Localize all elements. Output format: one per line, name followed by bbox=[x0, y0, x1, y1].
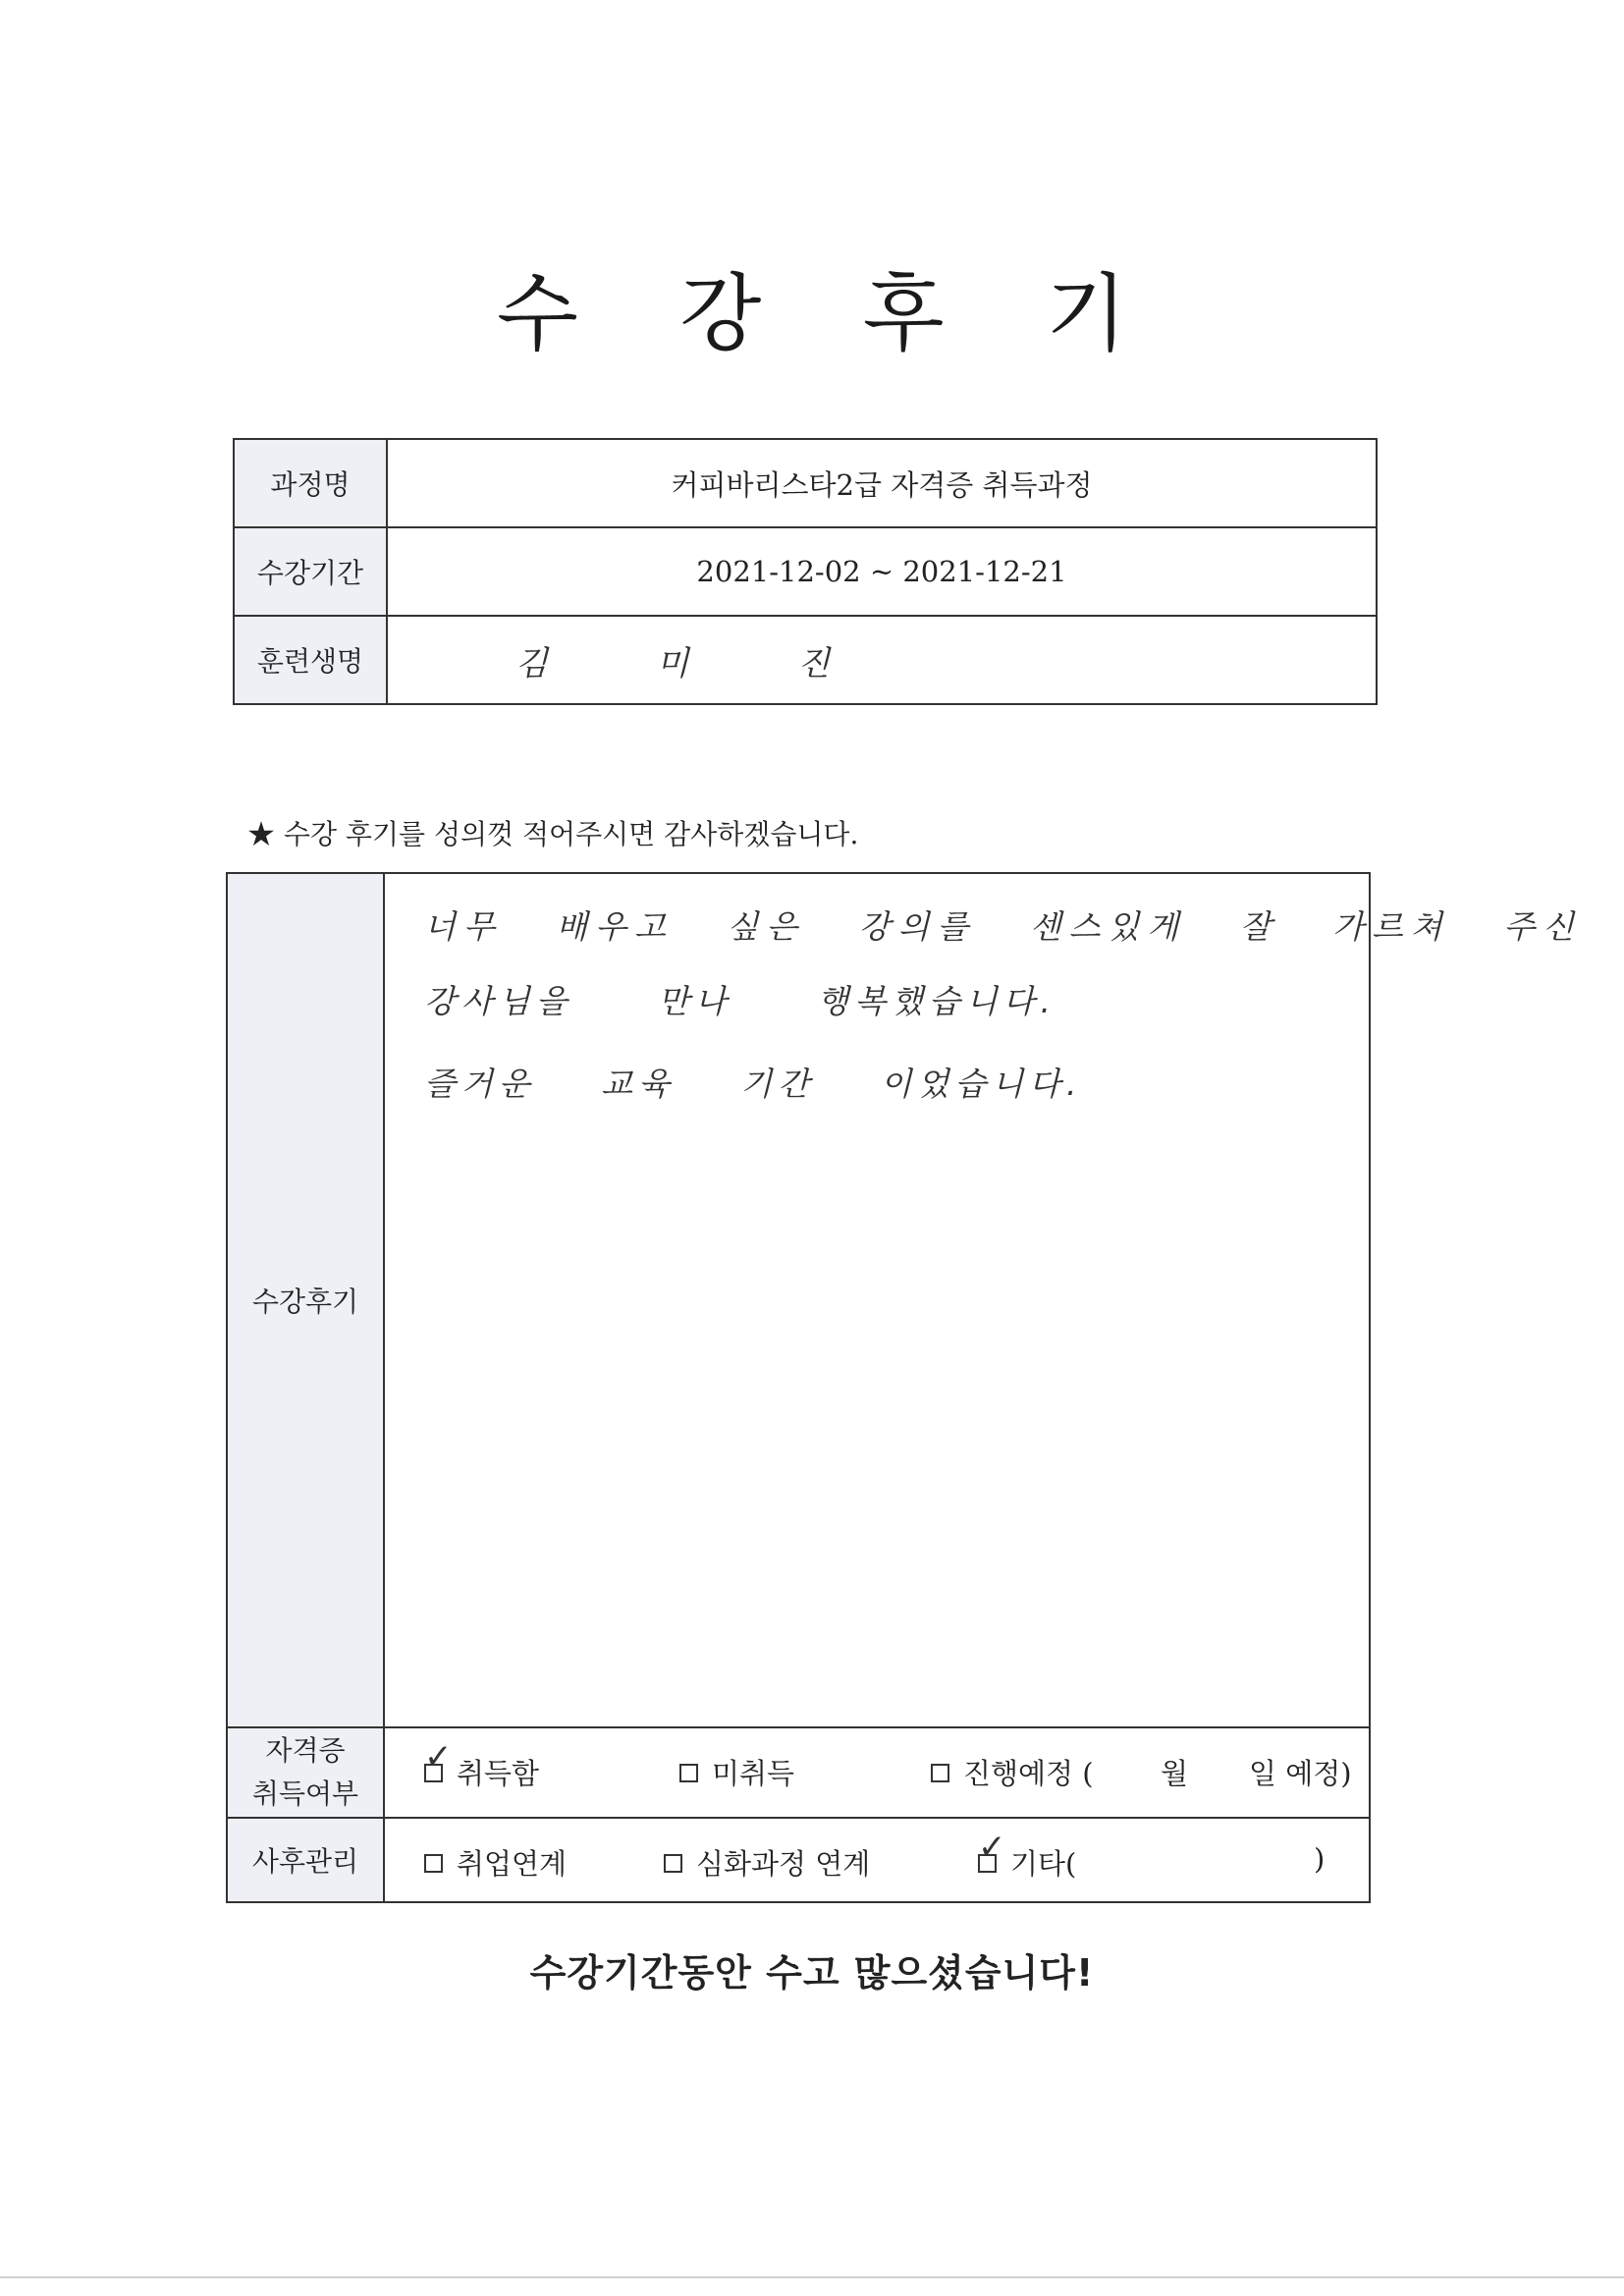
closing-message: 수강기간동안 수고 많으셨습니다! bbox=[529, 1951, 1095, 1995]
followup-options bbox=[384, 1818, 1370, 1902]
course-name-value: 커피바리스타2급 자격증 취득과정 bbox=[387, 439, 1377, 527]
day-planned-label: 일 예정) bbox=[1249, 1757, 1352, 1790]
followup-label: 사후관리 bbox=[227, 1818, 384, 1902]
check-mark-icon: ✓ bbox=[978, 1828, 1006, 1867]
review-label: 수강후기 bbox=[227, 873, 384, 1727]
option-in-progress[interactable]: 진행예정 ( bbox=[931, 1752, 1094, 1792]
check-mark-icon: ✓ bbox=[424, 1737, 453, 1777]
review-text-area bbox=[384, 873, 1582, 1727]
certification-label bbox=[227, 1727, 384, 1818]
review-line: 너무 배우고 싶은 강의를 센스있게 잘 가르쳐 주신 bbox=[424, 907, 1582, 946]
certification-label-line1: 자격증 bbox=[265, 1734, 346, 1767]
month-label: 월 bbox=[1161, 1757, 1189, 1790]
period-label: 수강기간 bbox=[234, 527, 387, 616]
review-line: 즐거운 교육 기간 이었습니다. bbox=[424, 1065, 1083, 1103]
course-info-table bbox=[233, 438, 1378, 705]
certification-label-line2: 취득여부 bbox=[251, 1777, 359, 1810]
checkbox-not-acquired[interactable] bbox=[679, 1764, 698, 1782]
instruction-note: ★ 수강 후기를 성의껏 적어주시면 감사하겠습니다. bbox=[247, 818, 859, 850]
period-value: 2021-12-02 ~ 2021-12-21 bbox=[387, 527, 1377, 616]
option-not-acquired[interactable]: 미취득 bbox=[679, 1752, 794, 1792]
page-title: 수 강 후 기 bbox=[496, 265, 1165, 363]
course-name-label: 과정명 bbox=[234, 439, 387, 527]
option-job-link[interactable]: 취업연계 bbox=[424, 1842, 567, 1883]
scan-edge-line bbox=[0, 2276, 1624, 2278]
trainee-name-value: 김 미 진 bbox=[387, 616, 1377, 704]
checkbox-acquired[interactable] bbox=[424, 1737, 453, 1782]
other-close-paren: ) bbox=[1314, 1842, 1326, 1876]
checkbox-advanced-course[interactable] bbox=[664, 1854, 682, 1873]
option-advanced-course[interactable]: 심화과정 연계 bbox=[664, 1842, 870, 1883]
certification-options bbox=[384, 1727, 1370, 1818]
checkbox-job-link[interactable] bbox=[424, 1854, 443, 1873]
option-other[interactable]: ✓ 기타( bbox=[978, 1828, 1077, 1881]
option-acquired[interactable]: ✓ 취득함 bbox=[424, 1737, 540, 1790]
checkbox-other[interactable] bbox=[978, 1828, 1006, 1873]
review-line: 강사님을 만나 행복했습니다. bbox=[424, 982, 1057, 1020]
review-table bbox=[226, 872, 1582, 1903]
trainee-name-label: 훈련생명 bbox=[234, 616, 387, 704]
checkbox-in-progress[interactable] bbox=[931, 1764, 949, 1782]
